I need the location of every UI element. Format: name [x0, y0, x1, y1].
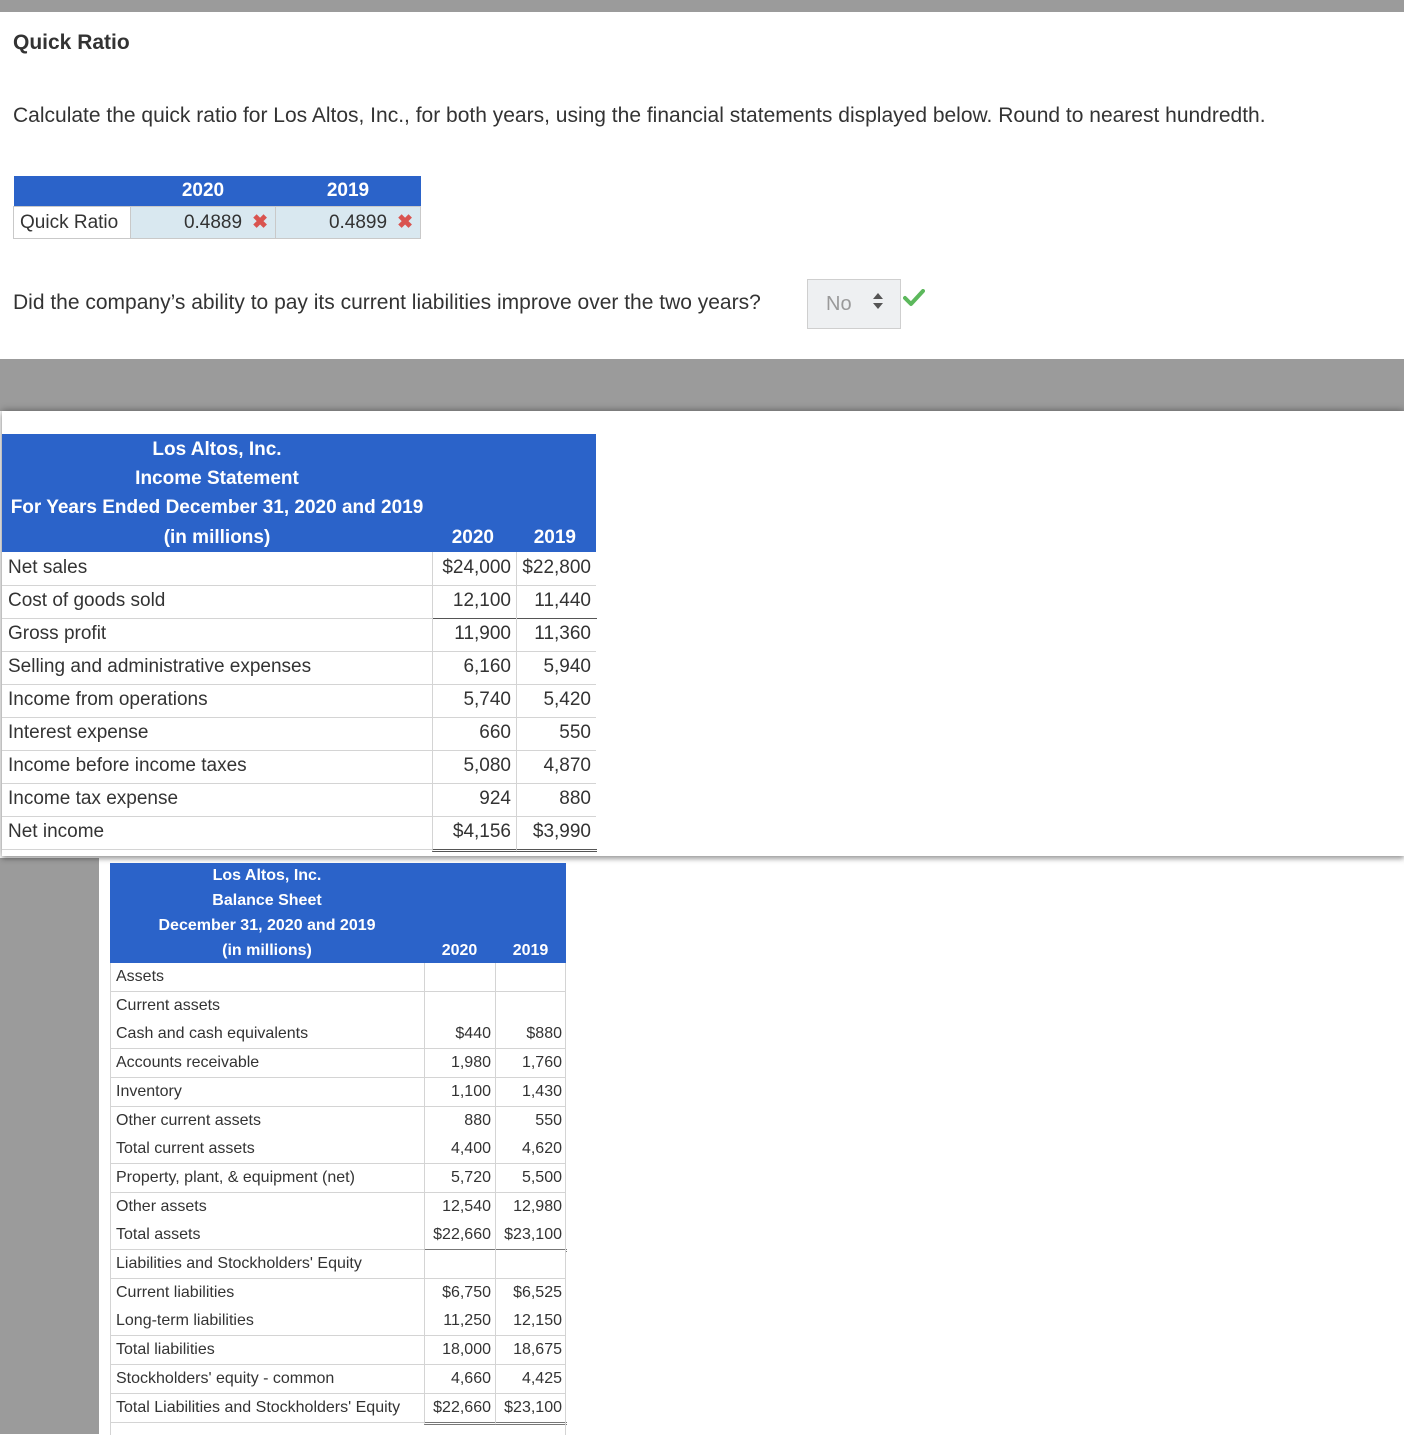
balance-row: [110, 1164, 566, 1193]
improve-select[interactable]: [807, 279, 901, 329]
balance-cell-2020: [424, 1307, 496, 1335]
income-title: Income Statement: [135, 468, 299, 489]
balance-cell-2020: [424, 992, 496, 1020]
income-period: For Years Ended December 31, 2020 and 2019: [10, 497, 424, 518]
select-value: No: [826, 293, 852, 315]
balance-cell-2020: [424, 1279, 496, 1307]
balance-row: [110, 1221, 566, 1250]
balance-cell-2019: [495, 992, 567, 1020]
answer-value-2019: 0.4899: [328, 212, 388, 233]
balance-value-2019: 12,980: [513, 1197, 562, 1215]
balance-row: [110, 1078, 566, 1107]
balance-row: [110, 992, 566, 1021]
balance-row-label: Other assets: [116, 1197, 207, 1215]
income-row-label: Net sales: [8, 557, 88, 578]
balance-row-label: Current liabilities: [116, 1283, 235, 1301]
balance-cell-2019: [495, 1135, 567, 1163]
question-text: Did the company’s ability to pay its current liabilities improve over the two years?: [13, 291, 761, 314]
income-row: [2, 618, 596, 652]
balance-row: [110, 1049, 566, 1078]
balance-row: [110, 1394, 566, 1423]
balance-cell-2019: [495, 1307, 567, 1335]
income-value-2020: 660: [479, 722, 511, 743]
income-row-label: Gross profit: [8, 623, 107, 644]
balance-row: [110, 1365, 566, 1394]
balance-cell-2020: [424, 1020, 496, 1048]
balance-row: [110, 1135, 566, 1164]
balance-value-2019: 4,620: [521, 1140, 562, 1158]
income-cell-2020: [432, 585, 517, 619]
balance-row-label: Liabilities and Stockholders' Equity: [116, 1255, 362, 1272]
balance-row-label: Accounts receivable: [116, 1054, 260, 1072]
income-value-2020: 5,740: [463, 689, 511, 710]
balance-value-2020: 5,720: [450, 1168, 491, 1186]
balance-value-2019: 550: [535, 1111, 562, 1129]
balance-row-label: Total assets: [116, 1226, 201, 1244]
income-company: Los Altos, Inc.: [152, 439, 282, 460]
income-row-label: Selling and administrative expenses: [8, 656, 312, 677]
income-cell-2019: [516, 717, 597, 750]
answer-header-blank: [14, 176, 131, 207]
balance-cell-2019: [495, 963, 567, 991]
balance-value-2019: $6,525: [513, 1283, 562, 1301]
balance-value-2020: 4,660: [450, 1369, 491, 1387]
balance-value-2020: 1,100: [450, 1082, 491, 1100]
select-arrows-icon: [872, 292, 884, 312]
income-value-2020: 12,100: [452, 590, 511, 611]
income-row: [2, 585, 596, 619]
income-cell-2020: [432, 783, 517, 816]
balance-row-label: Property, plant, & equipment (net): [116, 1168, 355, 1186]
balance-units: (in millions): [222, 942, 312, 959]
balance-cell-2019: [495, 1394, 567, 1425]
incorrect-x-icon: ✖: [397, 212, 413, 233]
income-cell-2019: [516, 783, 597, 816]
income-row-label: Income before income taxes: [8, 755, 247, 776]
answer-table: [13, 176, 421, 239]
balance-row-label: Long-term liabilities: [116, 1312, 254, 1330]
income-cell-2019: [516, 684, 597, 717]
answer-input-2019[interactable]: [276, 207, 421, 239]
balance-row: [110, 1107, 566, 1136]
income-value-2020: $4,156: [452, 821, 511, 842]
balance-value-2020: $440: [455, 1025, 491, 1043]
top-bar: [0, 0, 1404, 12]
page-title: Quick Ratio: [13, 31, 130, 54]
income-value-2019: 11,360: [534, 623, 591, 644]
balance-year-2019: 2019: [512, 942, 549, 959]
balance-value-2020: 880: [464, 1111, 491, 1129]
balance-row: [110, 1336, 566, 1365]
income-row: [2, 816, 596, 850]
balance-cell-2020: [424, 1135, 496, 1163]
incorrect-x-icon: ✖: [252, 212, 268, 233]
income-cell-2020: [432, 618, 517, 651]
backdrop-band: [0, 359, 1404, 411]
balance-period: December 31, 2020 and 2019: [158, 917, 376, 934]
balance-cell-2020: [424, 1193, 496, 1221]
income-value-2020: 11,900: [454, 623, 511, 644]
income-row-label: Interest expense: [8, 722, 149, 743]
income-row: [2, 750, 596, 784]
income-cell-2020: [432, 816, 517, 852]
balance-cell-2020: [424, 1078, 496, 1106]
balance-row-label: Cash and cash equivalents: [116, 1025, 309, 1043]
balance-value-2019: $880: [526, 1025, 562, 1043]
income-row-label: Income from operations: [8, 689, 208, 710]
balance-cell-2020: [424, 1394, 496, 1425]
income-year-2020: 2020: [451, 527, 494, 548]
balance-row: [110, 1307, 566, 1336]
balance-row-label: Current assets: [116, 996, 221, 1014]
balance-value-2020: $22,660: [433, 1398, 491, 1416]
income-cell-2020: [432, 552, 517, 585]
balance-value-2019: 1,760: [521, 1054, 562, 1072]
income-value-2019: 4,870: [543, 755, 591, 776]
instructions: Calculate the quick ratio for Los Altos, Inc., for both years, using the financial statements displayed below. Round to nearest hundredth.: [13, 104, 1266, 127]
balance-row: [110, 1250, 566, 1279]
balance-row-label: Assets: [116, 968, 165, 985]
income-cell-2019: [516, 618, 597, 651]
balance-value-2019: $23,100: [504, 1398, 562, 1416]
balance-row-label: Total current assets: [116, 1140, 255, 1158]
answer-row-label: Quick Ratio: [14, 207, 131, 239]
balance-cell-2020: [424, 1365, 496, 1393]
income-value-2019: $3,990: [532, 821, 591, 842]
income-row-label: Net income: [8, 821, 105, 842]
balance-value-2020: 1,980: [450, 1054, 491, 1072]
income-value-2019: $22,800: [522, 557, 591, 578]
balance-cell-2019: [495, 1221, 567, 1252]
income-value-2019: 5,420: [543, 689, 591, 710]
balance-cell-2020: [424, 1250, 496, 1278]
balance-cell-2019: [495, 1164, 567, 1192]
balance-value-2020: $6,750: [442, 1283, 491, 1301]
income-row: [2, 651, 596, 685]
balance-cell-2019: [495, 1279, 567, 1307]
income-cell-2020: [432, 717, 517, 750]
income-cell-2020: [432, 750, 517, 783]
balance-cell-2020: [424, 1107, 496, 1135]
income-row: [2, 717, 596, 751]
balance-row: [110, 963, 566, 992]
income-value-2019: 550: [559, 722, 591, 743]
income-cell-2019: [516, 552, 597, 585]
balance-year-2020: 2020: [441, 942, 478, 959]
balance-cell-2020: [424, 1049, 496, 1077]
balance-value-2020: 18,000: [442, 1341, 491, 1359]
income-value-2020: 6,160: [463, 656, 511, 677]
answer-input-2020[interactable]: [131, 207, 276, 239]
balance-cell-2020: [424, 1336, 496, 1364]
balance-cell-2019: [495, 1020, 567, 1048]
income-value-2020: $24,000: [442, 557, 511, 578]
income-value-2020: 5,080: [463, 755, 511, 776]
balance-cell-2019: [495, 1049, 567, 1077]
balance-row-label: Total Liabilities and Stockholders' Equity: [116, 1398, 401, 1416]
income-row: [2, 552, 596, 586]
balance-row-label: Other current assets: [116, 1111, 261, 1129]
balance-value-2019: 18,675: [513, 1341, 562, 1359]
income-cell-2019: [516, 816, 597, 852]
balance-row-label: Inventory: [116, 1082, 182, 1100]
balance-value-2020: 11,250: [443, 1312, 491, 1330]
balance-value-2019: 4,425: [521, 1369, 562, 1387]
income-year-2019: 2019: [533, 527, 576, 548]
balance-cell-2019: [495, 1193, 567, 1221]
balance-row-label: Stockholders' equity - common: [116, 1369, 335, 1387]
backdrop-left: [0, 858, 99, 1434]
balance-cell-2019: [495, 1250, 567, 1278]
income-row: [2, 783, 596, 817]
balance-row: [110, 1193, 566, 1222]
balance-cell-2020: [424, 1221, 496, 1252]
balance-cell-2019: [495, 1107, 567, 1135]
balance-value-2020: $22,660: [433, 1226, 491, 1244]
answer-value-2020: 0.4889: [183, 212, 243, 233]
answer-header-2020: 2020: [131, 176, 276, 207]
income-cell-2019: [516, 750, 597, 783]
balance-row-label: Total liabilities: [116, 1341, 215, 1359]
income-cell-2019: [516, 651, 597, 684]
income-value-2019: 11,440: [534, 590, 591, 611]
balance-value-2020: 4,400: [450, 1140, 491, 1158]
balance-sheet-header: [110, 863, 566, 963]
correct-check-icon: [903, 289, 925, 312]
income-cell-2019: [516, 585, 597, 619]
income-value-2020: 924: [479, 788, 511, 809]
income-row-label: Cost of goods sold: [8, 590, 166, 611]
balance-cell-2019: [495, 1365, 567, 1393]
balance-value-2019: 12,150: [513, 1312, 562, 1330]
income-row-label: Income tax expense: [8, 788, 179, 809]
balance-row: [110, 1279, 566, 1308]
income-units: (in millions): [163, 527, 271, 548]
income-cell-2020: [432, 651, 517, 684]
balance-value-2019: $23,100: [504, 1226, 562, 1244]
balance-value-2019: 5,500: [521, 1168, 562, 1186]
income-value-2019: 5,940: [543, 656, 591, 677]
income-row: [2, 684, 596, 718]
income-cell-2020: [432, 684, 517, 717]
balance-cell-2020: [424, 1164, 496, 1192]
balance-cell-2019: [495, 1336, 567, 1364]
balance-value-2019: 1,430: [521, 1082, 562, 1100]
income-value-2019: 880: [559, 788, 591, 809]
income-statement-header: [2, 434, 596, 552]
answer-header-2019: 2019: [276, 176, 421, 207]
balance-cell-2019: [495, 1078, 567, 1106]
balance-cell-2020: [424, 963, 496, 991]
balance-value-2020: 12,540: [442, 1197, 491, 1215]
balance-company: Los Altos, Inc.: [212, 867, 322, 884]
balance-row: [110, 1020, 566, 1049]
balance-title: Balance Sheet: [212, 892, 322, 909]
